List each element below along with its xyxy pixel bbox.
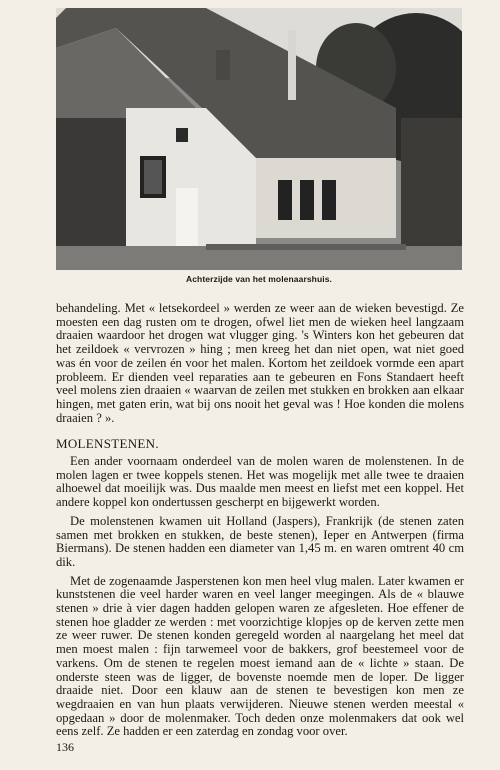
house-photo-drawing [56,8,462,270]
paragraph-3: De molenstenen kwamen uit Holland (Jaspers), Frankrijk (de stenen zaten samen met brokken en stukken, de beste stenen), Ieper en Antwerpen (firma Biermans). De stenen hadden een diameter van 1,45 m. en waren omtrent 40 cm dik. [56,513,464,569]
house-photo [56,8,462,270]
paragraph-4: Met de zogenaamde Jasperstenen kon men heel vlug malen. Later kwamen er kunststenen die veel harder waren en veel langer meegingen. Als de « blauwe stenen » drie à vier dagen hadden gelopen waren ze afgesleten. Hoe effener de stenen hoe gladder ze werden : met voorzichtige klopjes op de kerven zette men ze weer ruwer. De stenen konden geregeld worden al naargelang het meel dat men moest malen : fijn tarwemeel voor de bakkers, grof beestemeel voor de varkens. Om de stenen te regelen moest iemand aan de « lichte » staan. De onderste steen was de ligger, de bovenste noemde men de loper. De ligger draaide niet. Door een klauw aan de stenen te bevestigen kon men ze wegdraaien en van hun plaats verwijderen. Nieuwe stenen werden meestal « opgedaan » door de molenmaker. Toch deden onze molenmakers dat ook wel eens zelf. Ze hadden er een zaterdag en zondag voor over. [56,573,464,739]
photo-caption: Achterzijde van het molenaarshuis. [185,274,333,284]
paragraph-2: Een ander voornaam onderdeel van de molen waren de molenstenen. In de molen lagen er twee koppels stenen. Het was mogelijk met alle twee te draaien alhoewel dat moeilijk was. Dus maalde men meest en liefst met een koppel. Het andere koppel kon ondertussen gescherpt en bijgewerkt worden. [56,454,464,510]
section-heading: MOLENSTENEN. [56,436,159,452]
paragraph-1: behandeling. Met « letsekordeel » werden ze weer aan de wieken bevestigd. Ze moesten een dag rusten om te drogen, ofwel liet men de wieken heel langzaam draaien waardoor het drogen wat vlugger ging. 's Winters kon het gebeuren dat het zeildoek « vervrozen » hing ; men kreeg het dan niet open, wat niet goed was én voor de zeilen én voor het malen. Kortom het zeildoek vormde een apart probleem. Er dienden veel reparaties aan te gebeuren en Fons Standaert heeft veel molens zien draaien « waarvan de zeilen met stukken en brokken aan elkaar hingen, met gaten erin, wat bij ons nooit het geval was ! Hoe konden die molens draaien ? ». [56,301,464,425]
body-text [56,302,464,739]
page-number: 136 [56,740,74,754]
